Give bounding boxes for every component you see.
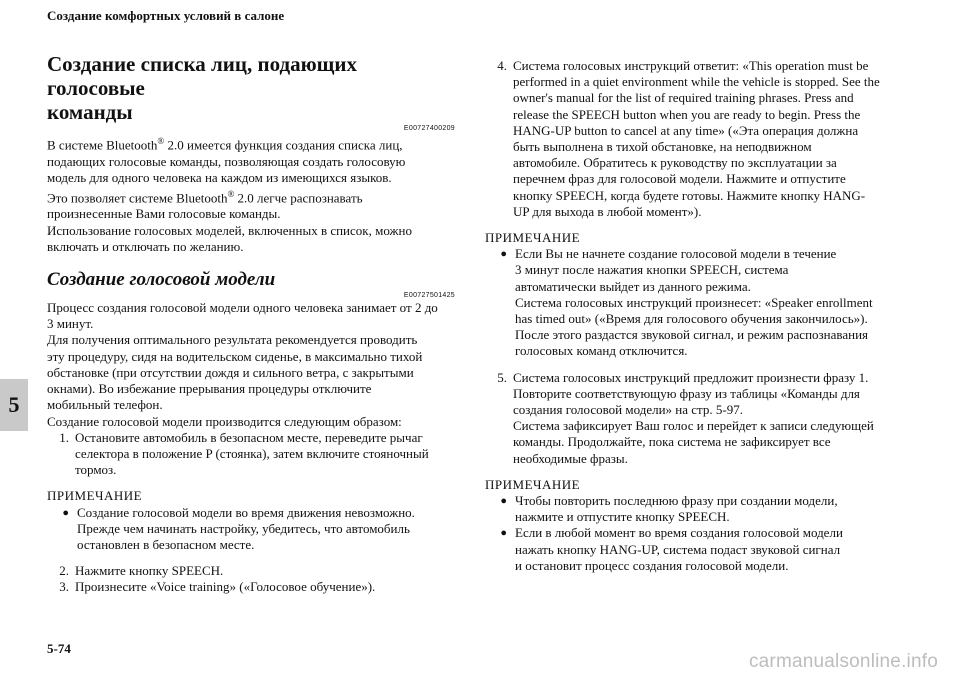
section-title-line1: Создание списка лиц, подающих голосовые bbox=[47, 52, 357, 100]
body-line: Для получения оптимального результата рекомендуется проводить bbox=[47, 332, 418, 348]
intro-text: 2.0 легче распознавать bbox=[234, 190, 363, 206]
note-label: ПРИМЕЧАНИЕ bbox=[47, 488, 143, 504]
note-label: ПРИМЕЧАНИЕ bbox=[485, 476, 581, 492]
step-line: owner's manual for the list of required training phrases. Press and bbox=[513, 90, 854, 106]
left-column bbox=[47, 52, 455, 596]
subsection-title: Создание голосовой модели bbox=[47, 269, 276, 291]
note-line: Прежде чем начинать настройку, убедитесь, что автомобиль bbox=[77, 520, 410, 536]
step-number: 5. bbox=[497, 369, 507, 385]
step-line: перечнем фраз для голосовой модели. Нажмите и отпустите bbox=[513, 171, 846, 187]
note-line: и остановит процесс создания голосовой модели. bbox=[515, 557, 789, 573]
step-number: 4. bbox=[497, 58, 507, 73]
note-label: ПРИМЕЧАНИЕ bbox=[485, 230, 581, 246]
bullet-icon: ● bbox=[62, 506, 69, 519]
intro-line: включать и отключать по желанию. bbox=[47, 238, 244, 254]
body-line: мобильный телефон. bbox=[47, 397, 163, 413]
body-line: Процесс создания голосовой модели одного человека занимает от 2 до bbox=[47, 300, 438, 316]
note-item bbox=[485, 246, 901, 359]
note-item bbox=[47, 505, 455, 554]
step-text bbox=[513, 370, 901, 467]
bullet-icon: ● bbox=[500, 527, 507, 540]
body-line: эту процедуру, сидя на водительском сиденье, в максимально тихой bbox=[47, 348, 423, 364]
step-line: Остановите автомобиль в безопасном месте, переведите рычаг bbox=[75, 429, 423, 445]
step-line: быть выполнена в тихой обстановке, на неподвижном bbox=[513, 139, 812, 155]
registered-mark: ® bbox=[227, 188, 235, 199]
note-line: Система голосовых инструкций произнесет: «Speaker enrollment bbox=[515, 294, 873, 310]
right-column bbox=[485, 58, 901, 574]
step-item bbox=[485, 58, 901, 220]
note-line: has timed out» («Время для голосового обучения закончилось»). bbox=[515, 311, 868, 327]
section-title-line2: команды bbox=[47, 100, 133, 124]
intro-line: подающих голосовые команды, позволяющая создать голосовую bbox=[47, 153, 406, 169]
step-number: 2. bbox=[59, 563, 69, 579]
intro-text: Это позволяет системе Bluetooth bbox=[47, 190, 228, 206]
running-header: Создание комфортных условий в салоне bbox=[47, 8, 285, 23]
chapter-number: 5 bbox=[8, 392, 20, 417]
note-line: Чтобы повторить последнюю фразу при создании модели, bbox=[515, 493, 838, 509]
note-line: 3 минут после нажатия кнопки SPEECH, система bbox=[515, 262, 789, 278]
step-line: селектора в положение P (стоянка), затем включите стояночный bbox=[75, 445, 429, 461]
intro-paragraph bbox=[47, 133, 455, 255]
step-item bbox=[47, 430, 455, 479]
intro-line: модель для одного человека на каждом из имеющихся языков. bbox=[47, 169, 392, 185]
note-item bbox=[485, 525, 901, 574]
note-line: Если Вы не начнете создание голосовой модели в течение bbox=[515, 246, 837, 262]
step-line: команды. Продолжайте, пока система не зафиксирует все bbox=[513, 434, 831, 450]
intro-line: Использование голосовых моделей, включенных в список, можно bbox=[47, 222, 412, 238]
registered-mark: ® bbox=[157, 136, 165, 146]
step-line: performed in a quiet environment while the vehicle is stopped. See the bbox=[513, 74, 880, 90]
step-text bbox=[513, 58, 901, 220]
note-line: Если в любой момент во время создания голосовой модели bbox=[515, 525, 843, 541]
note-item bbox=[485, 493, 901, 525]
step-item bbox=[485, 370, 901, 467]
page-number: 5-74 bbox=[47, 641, 71, 656]
step-line: тормоз. bbox=[75, 462, 117, 478]
step-line: автомобиле. Обратитесь к руководству по эксплуатации за bbox=[513, 155, 837, 171]
watermark: carmanualsonline.info bbox=[748, 651, 938, 672]
intro-line: произнесенные Вами голосовые команды. bbox=[47, 206, 281, 222]
note-line: остановлен в безопасном месте. bbox=[77, 536, 255, 552]
step-text bbox=[75, 430, 455, 479]
note-line: Создание голосовой модели во время движения невозможно. bbox=[77, 504, 415, 520]
subsection-body bbox=[47, 300, 455, 595]
step-number: 1. bbox=[59, 429, 69, 445]
section-code: E00727400209 bbox=[403, 125, 455, 132]
note-line: После этого раздастся звуковой сигнал, и режим распознавания bbox=[515, 327, 869, 343]
intro-line bbox=[47, 186, 455, 207]
step-line: HANG-UP button to cancel at any time» («Эта операция должна bbox=[513, 122, 859, 138]
step-line: создания голосовой модели» на стр. 5-97. bbox=[513, 402, 743, 418]
step-line: Система голосовых инструкций ответит: «This operation must be bbox=[513, 58, 869, 73]
step-text: Нажмите кнопку SPEECH. bbox=[75, 563, 224, 579]
note-text bbox=[515, 525, 901, 574]
intro-text: 2.0 имеется функция создания списка лиц, bbox=[164, 137, 403, 153]
step-line: Повторите соответствующую фразу из таблицы «Команды для bbox=[513, 385, 860, 401]
intro-text: В системе Bluetooth bbox=[47, 137, 158, 153]
step-line: необходимые фразы. bbox=[513, 450, 628, 466]
step-line: кнопку SPEECH, когда будете готовы. Нажмите кнопку HANG- bbox=[513, 187, 866, 203]
body-line: окнами). Во избежание прерывания процедуры отключите bbox=[47, 381, 372, 397]
step-line: Система зафиксирует Ваш голос и перейдет к записи следующей bbox=[513, 418, 874, 434]
step-text: Произнесите «Voice training» («Голосовое обучение»). bbox=[75, 579, 376, 595]
step-line: Система голосовых инструкций предложит произнести фразу 1. bbox=[513, 369, 869, 385]
body-line: 3 минут. bbox=[47, 316, 94, 332]
step-number: 3. bbox=[59, 579, 69, 595]
note-line: голосовых команд отключится. bbox=[515, 343, 688, 359]
note-text bbox=[515, 493, 901, 525]
step-item bbox=[47, 579, 455, 595]
bullet-icon: ● bbox=[500, 248, 507, 261]
note-text bbox=[515, 246, 901, 359]
note-text bbox=[77, 505, 455, 554]
step-line: UP для выхода в любой момент»). bbox=[513, 203, 702, 219]
body-line: обстановке (при отсутствии дождя и сильного ветра, с закрытыми bbox=[47, 364, 414, 380]
chapter-tab bbox=[0, 379, 28, 431]
bullet-icon: ● bbox=[500, 495, 507, 508]
section-title bbox=[47, 52, 455, 124]
subsection-code: E00727501425 bbox=[403, 292, 455, 300]
note-line: автоматически выйдет из данного режима. bbox=[515, 278, 751, 294]
intro-line bbox=[47, 133, 455, 154]
step-item bbox=[47, 563, 455, 579]
note-line: нажать кнопку HANG-UP, система подаст звуковой сигнал bbox=[515, 541, 841, 557]
body-line: Создание голосовой модели производится следующим образом: bbox=[47, 413, 402, 429]
step-line: release the SPEECH button when you are ready to begin. Press the bbox=[513, 106, 861, 122]
note-line: нажмите и отпустите кнопку SPEECH. bbox=[515, 509, 730, 525]
